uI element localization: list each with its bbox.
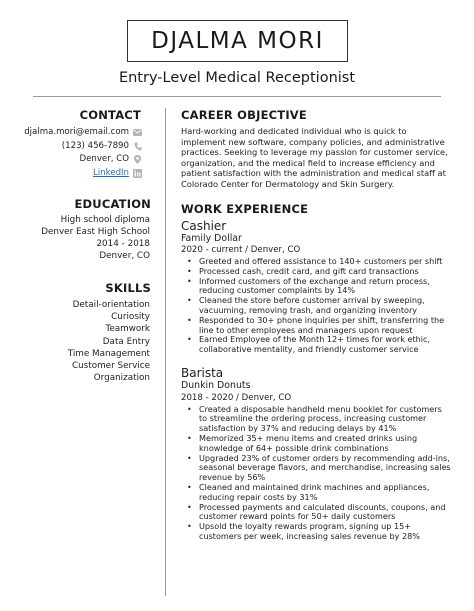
bullet-item: • Earned Employee of the Month 12+ times for work ethic, collaborative mentality, and friendly customer service bbox=[181, 335, 451, 355]
job-title: Entry-Level Medical Receptionist bbox=[118, 70, 356, 86]
education-degree: High school diploma bbox=[60, 215, 150, 225]
linkedin-icon bbox=[133, 169, 142, 178]
objective-section bbox=[181, 108, 451, 190]
job-entry bbox=[181, 219, 451, 355]
right-column bbox=[181, 108, 451, 542]
skill-item: Data Entry bbox=[102, 336, 150, 347]
left-column bbox=[0, 108, 155, 384]
job-position: Cashier bbox=[181, 218, 227, 233]
bullet-item: • Greeted and offered assistance to 140+ customers per shift bbox=[181, 257, 451, 267]
skills-heading: SKILLS bbox=[105, 281, 151, 295]
objective-heading: CAREER OBJECTIVE bbox=[181, 108, 307, 122]
bullet-item: • Processed payments and calculated discounts, coupons, and customer reward points for 50+ daily customers bbox=[181, 503, 451, 523]
job-dates: 2020 - current / Denver, CO bbox=[181, 245, 301, 256]
skill-item: Detail-orientation bbox=[72, 300, 150, 310]
linkedin-link[interactable]: LinkedIn bbox=[92, 167, 129, 178]
skill-item: Curiosity bbox=[111, 312, 150, 323]
email-text[interactable]: djalma.mori@email.com bbox=[24, 127, 129, 137]
contact-section bbox=[0, 108, 155, 180]
bullet-item: • Cleaned the store before customer arrival by sweeping, vacuuming, removing trash, and organizing inventory bbox=[181, 296, 451, 316]
contact-email bbox=[0, 126, 142, 140]
experience-section bbox=[181, 202, 451, 542]
bullet-item: • Responded to 30+ phone inquiries per shift, transferring the line to other employees and managers upon request bbox=[181, 316, 451, 336]
bullet-item: • Memorized 35+ menu items and created drinks using knowledge of 64+ possible drink combinations bbox=[181, 434, 451, 454]
job-employer: Family Dollar bbox=[181, 232, 242, 244]
column-divider bbox=[165, 108, 166, 596]
skills-section bbox=[0, 281, 155, 384]
skill-item: Teamwork bbox=[105, 324, 150, 335]
bullet-item: • Cleaned and maintained drink machines and appliances, reducing repair costs by 31% bbox=[181, 483, 451, 503]
skill-item: Organization bbox=[93, 373, 150, 384]
job-position: Barista bbox=[181, 366, 224, 381]
experience-heading: WORK EXPERIENCE bbox=[181, 201, 309, 216]
header-divider bbox=[33, 96, 441, 97]
job-dates: 2018 - 2020 / Denver, CO bbox=[181, 392, 292, 403]
job-entry bbox=[181, 366, 451, 542]
location-text: Denver, CO bbox=[79, 154, 129, 164]
skill-item: Time Management bbox=[67, 348, 150, 359]
bullet-item: • Created a disposable handheld menu booklet for customers to streamline the ordering process, increasing customer satisfaction by 37% and reducing delays by 41% bbox=[181, 405, 451, 434]
bullet-item: • Processed cash, credit card, and gift card transactions bbox=[181, 267, 451, 277]
education-dates: 2014 - 2018 bbox=[96, 239, 150, 249]
objective-text: Hard-working and dedicated individual who is quick to implement new software, company policies, and administrative practices. Seeking to leverage my passion for customer service, organization, and the medical field to increase efficiency and patient satisfaction with the administration and medical staff at Colorado Center for Dermatology and Skin Surgery. bbox=[181, 126, 448, 189]
location-icon bbox=[133, 155, 142, 164]
education-location: Denver, CO bbox=[99, 251, 150, 261]
bullet-item: • Informed customers of the exchange and return process, reducing customer complaints by 14% bbox=[181, 277, 451, 297]
contact-linkedin bbox=[0, 167, 142, 181]
bullet-item: • Upsold the loyalty rewards program, signing up 15+ customers per week, increasing sales revenue by 28% bbox=[181, 522, 451, 542]
contact-phone bbox=[0, 140, 142, 154]
contact-location bbox=[0, 153, 142, 167]
education-school: Denver East High School bbox=[41, 227, 150, 237]
email-icon bbox=[133, 128, 142, 137]
candidate-name: DJALMA MORI bbox=[127, 20, 348, 62]
job-bullets bbox=[181, 257, 451, 355]
job-employer: Dunkin Donuts bbox=[181, 380, 251, 392]
phone-text[interactable]: (123) 456-7890 bbox=[61, 140, 129, 151]
contact-heading: CONTACT bbox=[79, 108, 141, 122]
education-heading: EDUCATION bbox=[74, 197, 151, 211]
bullet-item: • Upgraded 23% of customer orders by recommending add-ins, seasonal beverage flavors, and merchandise, increasing sales revenue by 56% bbox=[181, 454, 451, 483]
phone-icon bbox=[133, 142, 142, 151]
job-bullets bbox=[181, 405, 451, 542]
education-section bbox=[0, 197, 155, 262]
skill-item: Customer Service bbox=[71, 361, 150, 372]
